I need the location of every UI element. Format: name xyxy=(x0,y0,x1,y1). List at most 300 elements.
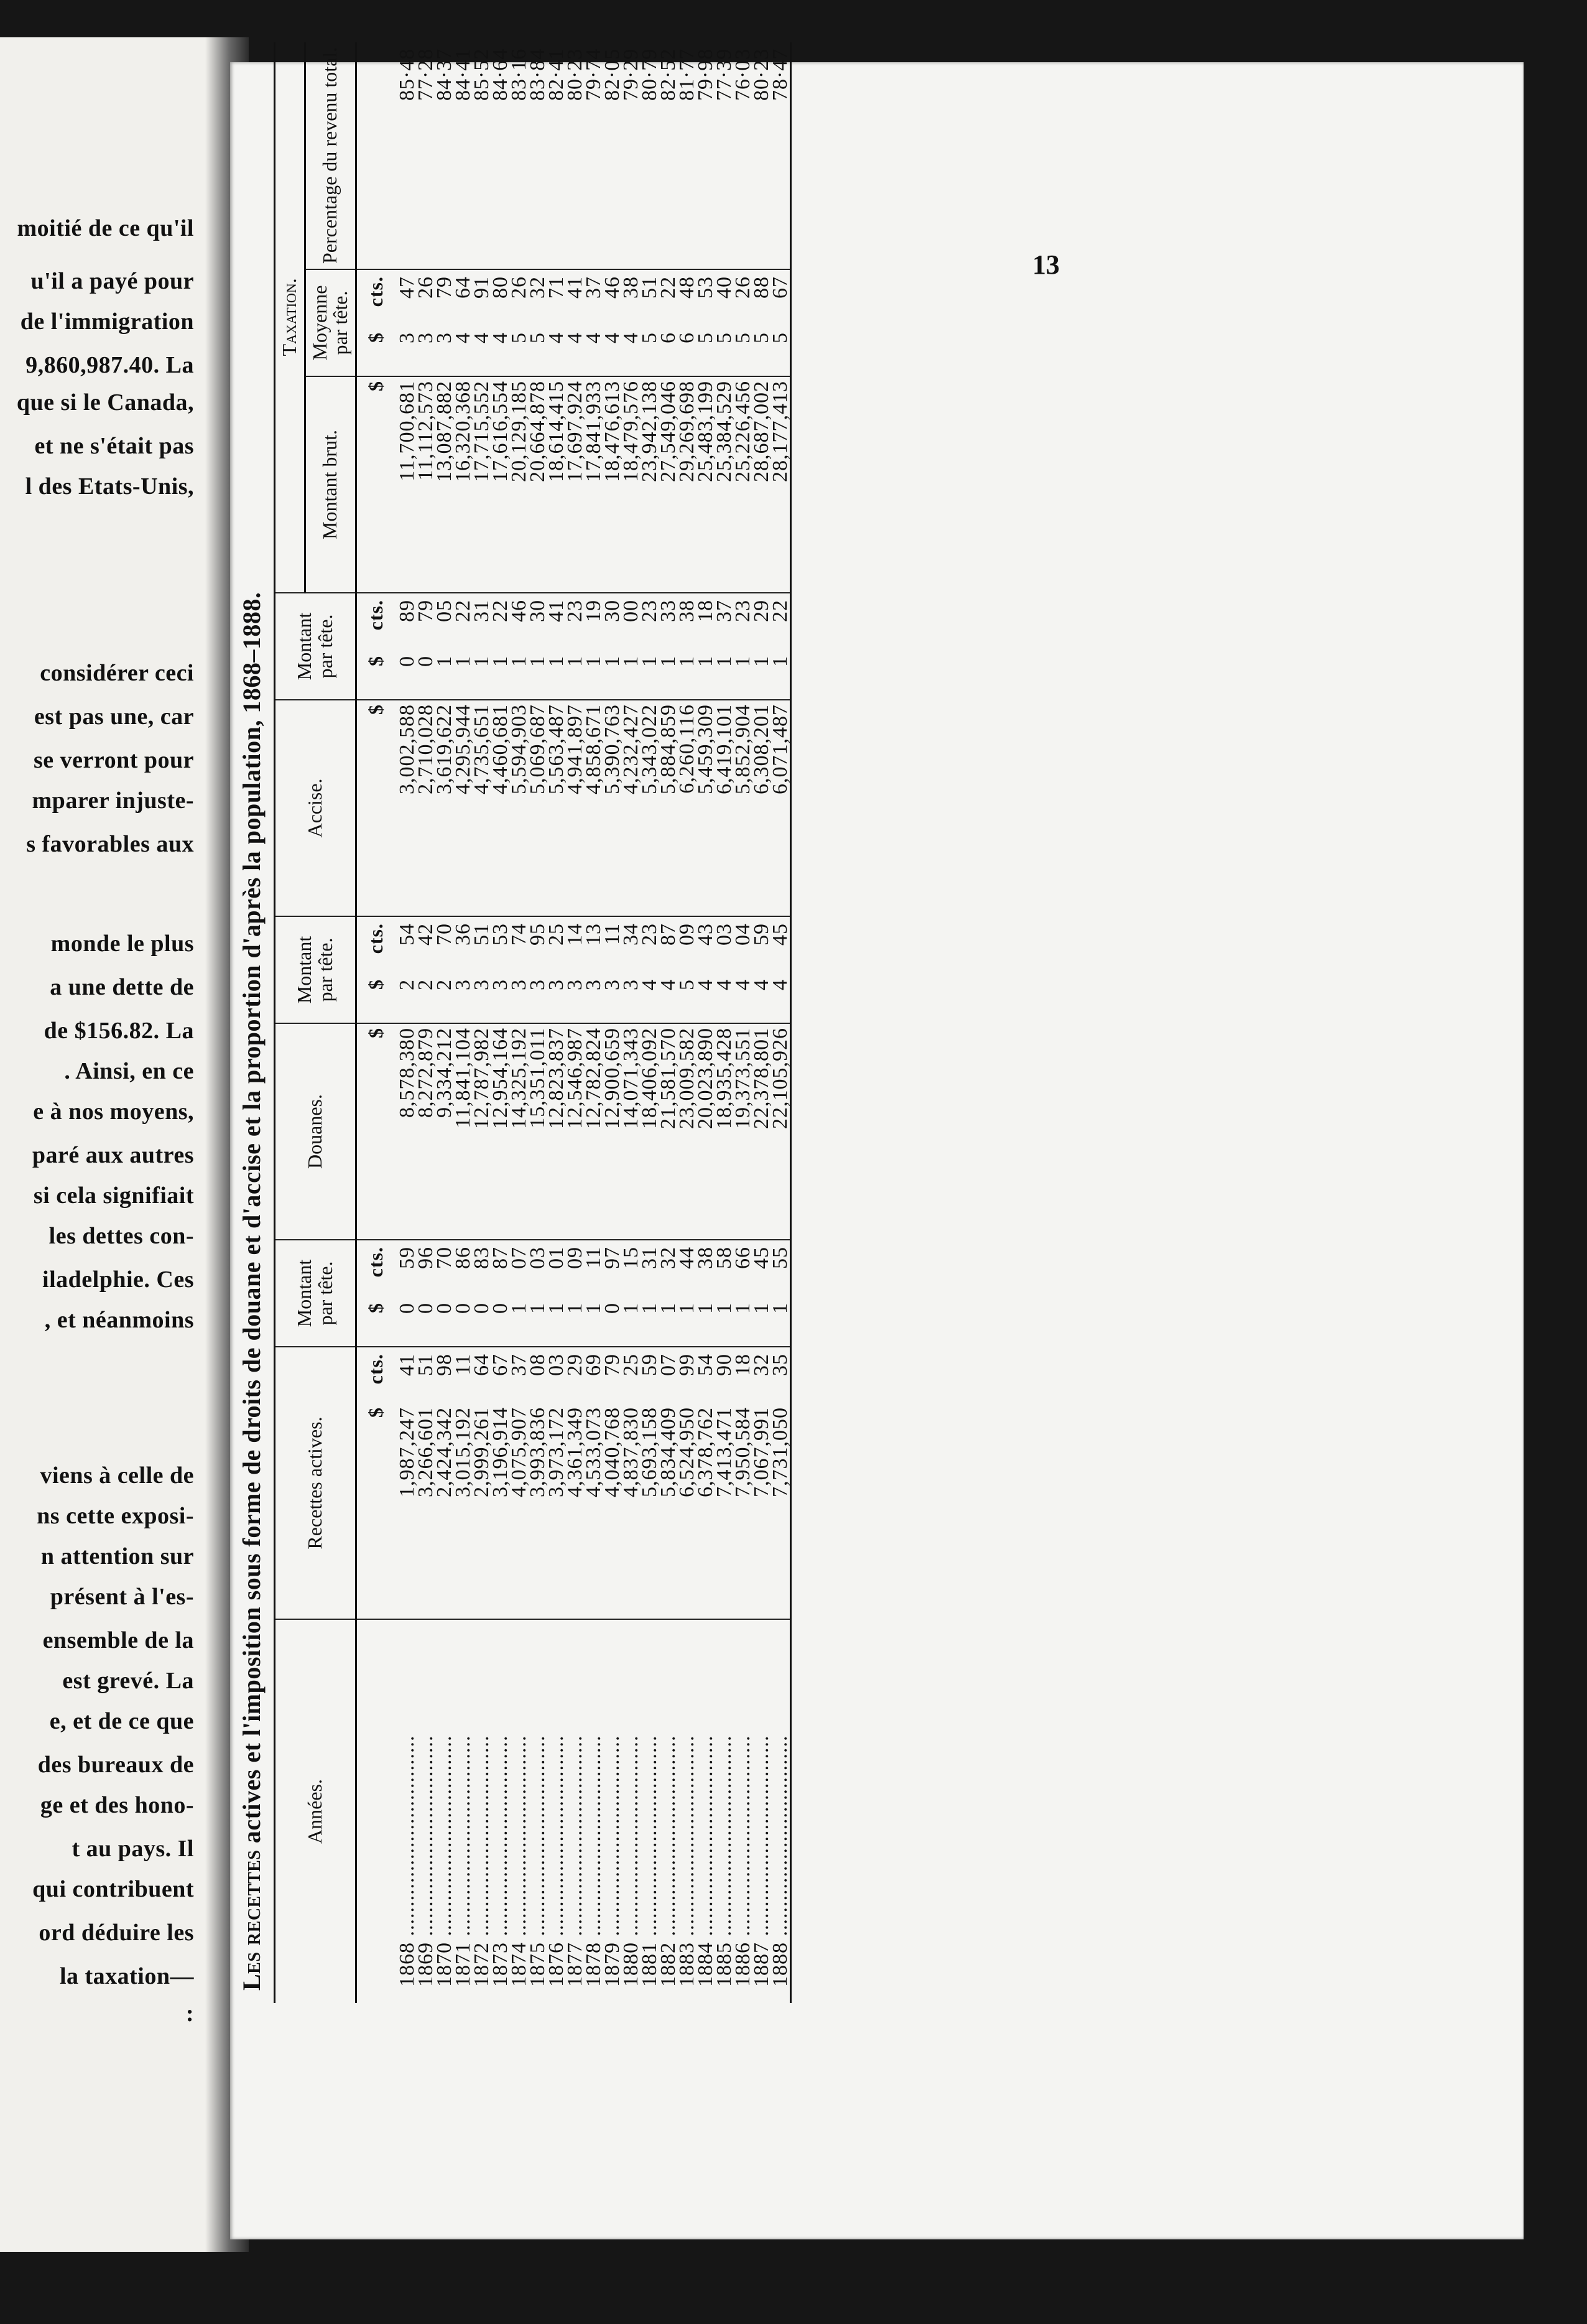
accise-cell: 6,419,101 xyxy=(715,700,734,916)
moyenne-cell: 4 xyxy=(603,326,622,376)
recettes-par-tete-cell: 1 xyxy=(678,1296,696,1347)
douanes-cell: 23,009,582 xyxy=(678,1023,696,1240)
left-page-text-line: de l'immigration xyxy=(20,309,194,335)
douanes-par-tete-cts-cell: 51 xyxy=(470,923,493,946)
recettes-cell: 4,361,349 xyxy=(566,1403,585,1619)
left-page-text-line: ensemble de la xyxy=(42,1627,194,1653)
year-cell: 1885 .................................. xyxy=(712,1735,736,1987)
recettes-par-tete-cell: 0 xyxy=(473,1296,491,1347)
header-moyenne-par-tete: Moyenne par tête. xyxy=(305,269,356,376)
douanes-par-tete-cts-cell: 13 xyxy=(581,923,605,946)
douanes-cell: 22,105,926 xyxy=(771,1023,791,1240)
recettes-cts-cell: 59 xyxy=(637,1354,661,1376)
left-page-text-line: l des Etats-Unis, xyxy=(25,473,194,500)
left-page-text-line: ord déduire les xyxy=(39,1920,194,1946)
left-page-text-line: présent à l'es- xyxy=(50,1584,194,1610)
douanes-cell: 15,351,011 xyxy=(529,1023,547,1240)
unit-dollar: $ xyxy=(356,1403,394,1619)
moyenne-cts-cell: 47 xyxy=(395,276,419,299)
recettes-cell: 4,040,768 xyxy=(603,1403,622,1619)
recettes-cell: 4,533,073 xyxy=(585,1403,603,1619)
moyenne-cts-cell: 37 xyxy=(581,276,605,299)
moyenne-cell: 3 xyxy=(435,326,454,376)
recettes-par-tete-cell: 1 xyxy=(529,1296,547,1347)
recettes-cell: 7,731,050 xyxy=(771,1403,791,1619)
moyenne-cell: 4 xyxy=(491,326,510,376)
douanes-par-tete-cts-cell: 42 xyxy=(414,923,437,946)
douanes-par-tete-cts-cell: 09 xyxy=(675,923,698,946)
montant-brut-cell: 13,087,882 xyxy=(435,376,454,593)
douanes-cell: 12,954,164 xyxy=(491,1023,510,1240)
recettes-cell: 2,999,261 xyxy=(473,1403,491,1619)
header-taxation: Taxation. xyxy=(275,42,305,593)
recettes-cell: 7,413,471 xyxy=(715,1403,734,1619)
douanes-cell: 12,900,659 xyxy=(603,1023,622,1240)
accise-cell: 5,852,904 xyxy=(734,700,752,916)
recettes-par-tete-cts-cell: 01 xyxy=(544,1247,568,1269)
douanes-cell: 12,823,837 xyxy=(547,1023,566,1240)
year-cell: 1871 .................................. xyxy=(451,1735,474,1987)
accise-cell: 3,619,622 xyxy=(435,700,454,916)
accise-par-tete-cell: 1 xyxy=(771,649,791,700)
percentage-cell: 84·41 xyxy=(454,42,473,269)
recettes-cell: 6,524,950 xyxy=(678,1403,696,1619)
accise-par-tete-cts-cell: 19 xyxy=(581,600,605,622)
recettes-par-tete-cell: 1 xyxy=(641,1296,659,1347)
unit-dollar: $ xyxy=(356,1023,394,1240)
accise-par-tete-cts-cell: 79 xyxy=(414,600,437,622)
douanes-par-tete-cell: 4 xyxy=(734,973,752,1023)
douanes-par-tete-cell: 3 xyxy=(566,973,585,1023)
left-page-text-line: des bureaux de xyxy=(37,1752,194,1778)
year-cell: 1879 .................................. xyxy=(600,1735,624,1987)
moyenne-cts-cell: 38 xyxy=(619,276,642,299)
recettes-par-tete-cell: 1 xyxy=(734,1296,752,1347)
percentage-cell: 81·77 xyxy=(678,42,696,269)
douanes-cell: 12,787,982 xyxy=(473,1023,491,1240)
unit-dollar: $ xyxy=(356,326,394,376)
recettes-par-tete-cts-cell: 55 xyxy=(771,1240,791,1296)
douanes-cell: 9,334,212 xyxy=(435,1023,454,1240)
montant-brut-cell: 23,942,138 xyxy=(641,376,659,593)
douanes-par-tete-cell: 4 xyxy=(696,973,715,1023)
percentage-cell: 83·16 xyxy=(510,42,529,269)
accise-par-tete-cell: 1 xyxy=(454,649,473,700)
percentage-cell: 82·05 xyxy=(603,42,622,269)
douanes-cell: 8,272,879 xyxy=(417,1023,435,1240)
unit-dollar: $ xyxy=(356,649,394,700)
year-cell: 1881 .................................. xyxy=(637,1735,661,1987)
douanes-par-tete-cell: 2 xyxy=(417,973,435,1023)
douanes-par-tete-cts-cell: 04 xyxy=(731,923,754,946)
recettes-cell: 3,266,601 xyxy=(417,1403,435,1619)
accise-par-tete-cell: 0 xyxy=(394,649,417,700)
accise-cell: 5,563,487 xyxy=(547,700,566,916)
montant-brut-cell: 28,177,413 xyxy=(771,376,791,593)
recettes-cts-cell: 51 xyxy=(414,1354,437,1376)
recettes-par-tete-cell: 1 xyxy=(771,1296,791,1347)
unit-cts: cts. xyxy=(364,600,387,631)
recettes-cell: 3,973,172 xyxy=(547,1403,566,1619)
left-page-text-line: et ne s'était pas xyxy=(34,433,194,459)
moyenne-cell: 5 xyxy=(734,326,752,376)
accise-par-tete-cell: 1 xyxy=(529,649,547,700)
douanes-cell: 18,406,092 xyxy=(641,1023,659,1240)
moyenne-cts-cell: 79 xyxy=(432,276,456,299)
left-page-text-line: mparer injuste- xyxy=(32,788,194,814)
recettes-par-tete-cts-cell: 15 xyxy=(619,1247,642,1269)
recettes-par-tete-cell: 0 xyxy=(435,1296,454,1347)
revenue-table xyxy=(274,42,792,2003)
left-page-text-line: qui contribuent xyxy=(32,1876,194,1902)
montant-brut-cell: 11,700,681 xyxy=(394,376,417,593)
recettes-cts-cell: 29 xyxy=(563,1354,586,1376)
douanes-cell: 11,841,104 xyxy=(454,1023,473,1240)
table-row xyxy=(394,42,417,2003)
montant-brut-cell: 17,697,924 xyxy=(566,376,585,593)
recettes-par-tete-cell: 1 xyxy=(510,1296,529,1347)
recettes-cts-cell: 67 xyxy=(488,1354,512,1376)
accise-par-tete-cts-cell: 30 xyxy=(525,600,549,622)
moyenne-cell: 5 xyxy=(715,326,734,376)
accise-cell: 5,594,903 xyxy=(510,700,529,916)
recettes-par-tete-cts-cell: 44 xyxy=(675,1247,698,1269)
moyenne-cell: 4 xyxy=(622,326,641,376)
recettes-cts-cell: 11 xyxy=(451,1354,474,1375)
unit-dollar: $ xyxy=(356,1296,394,1347)
douanes-cell: 12,546,987 xyxy=(566,1023,585,1240)
douanes-par-tete-cts-cell: 03 xyxy=(712,923,736,946)
recettes-cell: 5,693,158 xyxy=(641,1403,659,1619)
recettes-cts-cell: 07 xyxy=(656,1354,680,1376)
page-number: 13 xyxy=(1032,249,1060,280)
percentage-cell: 79·98 xyxy=(696,42,715,269)
recettes-par-tete-cts-cell: 86 xyxy=(451,1247,474,1269)
year-cell: 1882 .................................. xyxy=(656,1735,680,1987)
year-cell: 1883 .................................. xyxy=(675,1735,698,1987)
douanes-par-tete-cts-cell: 25 xyxy=(544,923,568,946)
unit-cts: cts. xyxy=(364,276,387,307)
left-page-text-line: monde le plus xyxy=(50,931,194,957)
accise-cell: 2,710,028 xyxy=(417,700,435,916)
douanes-par-tete-cts-cell: 14 xyxy=(563,923,586,946)
recettes-par-tete-cell: 1 xyxy=(547,1296,566,1347)
moyenne-cell: 4 xyxy=(585,326,603,376)
accise-par-tete-cts-cell: 46 xyxy=(507,600,530,622)
header-douanes: Douanes. xyxy=(275,1023,356,1240)
douanes-par-tete-cts-cell: 43 xyxy=(693,923,717,946)
moyenne-cell: 6 xyxy=(659,326,678,376)
recettes-cell: 1,987,247 xyxy=(394,1403,417,1619)
accise-cell: 4,858,671 xyxy=(585,700,603,916)
moyenne-cts-cell: 32 xyxy=(525,276,549,299)
year-cell: 1877 .................................. xyxy=(563,1735,586,1987)
year-cell: 1880 .................................. xyxy=(619,1735,642,1987)
left-page-text-line: ns cette exposi- xyxy=(37,1503,194,1529)
accise-par-tete-cts-cell: 23 xyxy=(731,600,754,622)
moyenne-cts-cell: 40 xyxy=(712,276,736,299)
left-page-text-line: n attention sur xyxy=(40,1543,194,1569)
douanes-par-tete-cts-cell: 59 xyxy=(749,923,773,946)
table-title-lead: Les recettes xyxy=(238,1849,266,1991)
recettes-cell: 5,834,409 xyxy=(659,1403,678,1619)
year-cell: 1886 .................................. xyxy=(731,1735,754,1987)
recettes-cts-cell: 32 xyxy=(749,1354,773,1376)
recettes-par-tete-cell: 1 xyxy=(622,1296,641,1347)
recettes-par-tete-cts-cell: 31 xyxy=(637,1247,661,1269)
montant-brut-cell: 29,269,698 xyxy=(678,376,696,593)
recettes-cts-cell: 41 xyxy=(395,1354,419,1376)
moyenne-cell: 4 xyxy=(566,326,585,376)
douanes-cell: 8,578,380 xyxy=(394,1023,417,1240)
accise-cell: 6,071,487 xyxy=(771,700,791,916)
rotated-table-container xyxy=(230,0,1101,2003)
accise-par-tete-cell: 1 xyxy=(491,649,510,700)
douanes-par-tete-cell: 3 xyxy=(547,973,566,1023)
douanes-par-tete-cell: 3 xyxy=(529,973,547,1023)
douanes-cell: 14,071,343 xyxy=(622,1023,641,1240)
douanes-par-tete-cts-cell: 34 xyxy=(619,923,642,946)
accise-par-tete-cell: 1 xyxy=(734,649,752,700)
accise-par-tete-cts-cell: 22 xyxy=(451,600,474,622)
percentage-cell: 85·48 xyxy=(394,42,417,269)
moyenne-cts-cell: 67 xyxy=(771,269,791,326)
moyenne-cts-cell: 51 xyxy=(637,276,661,299)
recettes-par-tete-cts-cell: 09 xyxy=(563,1247,586,1269)
header-accise: Accise. xyxy=(275,700,356,916)
table-title xyxy=(230,0,274,2003)
unit-blank xyxy=(356,42,394,269)
left-page-text-line: u'il a payé pour xyxy=(30,268,194,294)
year-cell: 1869 .................................. xyxy=(414,1735,437,1987)
recettes-cell: 3,015,192 xyxy=(454,1403,473,1619)
douanes-cell: 18,935,428 xyxy=(715,1023,734,1240)
recettes-cell: 6,378,762 xyxy=(696,1403,715,1619)
douanes-par-tete-cell: 4 xyxy=(752,973,771,1023)
recettes-par-tete-cell: 1 xyxy=(752,1296,771,1347)
year-cell: 1874 .................................. xyxy=(507,1735,530,1987)
recettes-cell: 3,993,836 xyxy=(529,1403,547,1619)
recettes-par-tete-cts-cell: 45 xyxy=(749,1247,773,1269)
percentage-cell: 82·41 xyxy=(547,42,566,269)
accise-par-tete-cell: 1 xyxy=(752,649,771,700)
accise-par-tete-cell: 1 xyxy=(473,649,491,700)
percentage-cell: 80·23 xyxy=(566,42,585,269)
recettes-cts-cell: 08 xyxy=(525,1354,549,1376)
accise-cell: 6,308,201 xyxy=(752,700,771,916)
accise-par-tete-cell: 0 xyxy=(417,649,435,700)
moyenne-cts-cell: 53 xyxy=(693,276,717,299)
douanes-par-tete-cell: 2 xyxy=(435,973,454,1023)
montant-brut-cell: 18,476,613 xyxy=(603,376,622,593)
recettes-par-tete-cts-cell: 58 xyxy=(712,1247,736,1269)
recettes-par-tete-cts-cell: 07 xyxy=(507,1247,530,1269)
douanes-par-tete-cts-cell: 74 xyxy=(507,923,530,946)
left-page-text-line: est pas une, car xyxy=(34,704,194,730)
header-douanes-par-tete: Montant par tête. xyxy=(275,916,356,1023)
recettes-cts-cell: 54 xyxy=(693,1354,717,1376)
moyenne-cell: 5 xyxy=(641,326,659,376)
left-page-text-line: est grevé. La xyxy=(62,1668,194,1694)
moyenne-cts-cell: 64 xyxy=(451,276,474,299)
moyenne-cell: 5 xyxy=(752,326,771,376)
percentage-cell: 78·47 xyxy=(771,42,791,269)
douanes-par-tete-cts-cell: 87 xyxy=(656,923,680,946)
moyenne-cell: 4 xyxy=(473,326,491,376)
accise-cell: 4,295,944 xyxy=(454,700,473,916)
douanes-par-tete-cts-cell: 70 xyxy=(432,923,456,946)
recettes-cts-cell: 99 xyxy=(675,1354,698,1376)
table-title-text: actives et l'imposition sous forme de droits de douane et d'accise et la proportion d'après la population, 1868–1888. xyxy=(238,592,266,1850)
left-page-text-line: . Ainsi, en ce xyxy=(64,1058,194,1084)
douanes-par-tete-cts-cell: 95 xyxy=(525,923,549,946)
recettes-par-tete-cell: 0 xyxy=(603,1296,622,1347)
douanes-par-tete-cell: 3 xyxy=(622,973,641,1023)
accise-par-tete-cell: 1 xyxy=(435,649,454,700)
douanes-par-tete-cell: 2 xyxy=(394,973,417,1023)
moyenne-cell: 4 xyxy=(547,326,566,376)
recettes-par-tete-cts-cell: 11 xyxy=(581,1247,605,1268)
unit-cts: cts. xyxy=(364,1247,387,1278)
percentage-cell: 79·74 xyxy=(585,42,603,269)
accise-par-tete-cell: 1 xyxy=(696,649,715,700)
recettes-cell: 4,837,830 xyxy=(622,1403,641,1619)
units-row xyxy=(356,42,394,2003)
accise-par-tete-cell: 1 xyxy=(678,649,696,700)
montant-brut-cell: 20,664,878 xyxy=(529,376,547,593)
left-page-text-line: t au pays. Il xyxy=(72,1836,194,1862)
accise-par-tete-cts-cell: 29 xyxy=(749,600,773,622)
year-cell: 1884 .................................. xyxy=(693,1735,717,1987)
accise-cell: 4,735,651 xyxy=(473,700,491,916)
montant-brut-cell: 25,226,456 xyxy=(734,376,752,593)
accise-cell: 4,460,681 xyxy=(491,700,510,916)
douanes-cell: 19,373,551 xyxy=(734,1023,752,1240)
left-page-text-line: se verront pour xyxy=(34,747,194,773)
montant-brut-cell: 28,687,002 xyxy=(752,376,771,593)
douanes-par-tete-cts-cell: 54 xyxy=(395,923,419,946)
percentage-cell: 77·28 xyxy=(417,42,435,269)
left-page-text-line: de $156.82. La xyxy=(44,1018,194,1044)
percentage-cell: 76·03 xyxy=(734,42,752,269)
recettes-par-tete-cts-cell: 96 xyxy=(414,1247,437,1269)
accise-par-tete-cts-cell: 30 xyxy=(600,600,624,622)
left-page-text-line: viens à celle de xyxy=(40,1462,194,1489)
accise-cell: 5,343,022 xyxy=(641,700,659,916)
accise-cell: 5,884,859 xyxy=(659,700,678,916)
montant-brut-cell: 25,483,199 xyxy=(696,376,715,593)
douanes-cell: 21,581,570 xyxy=(659,1023,678,1240)
year-cell: 1868 .................................. xyxy=(395,1735,419,1987)
percentage-cell: 84·37 xyxy=(435,42,454,269)
accise-par-tete-cts-cell: 22 xyxy=(488,600,512,622)
montant-brut-cell: 17,616,554 xyxy=(491,376,510,593)
moyenne-cts-cell: 26 xyxy=(414,276,437,299)
accise-par-tete-cell: 1 xyxy=(622,649,641,700)
year-cell: 1872 .................................. xyxy=(470,1735,493,1987)
accise-par-tete-cts-cell: 38 xyxy=(675,600,698,622)
douanes-par-tete-cell: 3 xyxy=(473,973,491,1023)
recettes-cell: 3,196,914 xyxy=(491,1403,510,1619)
accise-par-tete-cell: 1 xyxy=(603,649,622,700)
recettes-cell: 7,950,584 xyxy=(734,1403,752,1619)
douanes-par-tete-cell: 3 xyxy=(585,973,603,1023)
accise-cell: 4,232,427 xyxy=(622,700,641,916)
douanes-par-tete-cell: 3 xyxy=(491,973,510,1023)
recettes-par-tete-cell: 1 xyxy=(585,1296,603,1347)
accise-cell: 3,002,588 xyxy=(394,700,417,916)
left-page-text-line: e à nos moyens, xyxy=(33,1099,194,1125)
left-page-text-line: e, et de ce que xyxy=(49,1708,194,1734)
accise-par-tete-cts-cell: 89 xyxy=(395,600,419,622)
recettes-cts-cell: 25 xyxy=(619,1354,642,1376)
accise-par-tete-cell: 1 xyxy=(566,649,585,700)
left-page-text-line: a une dette de xyxy=(50,974,194,1000)
douanes-par-tete-cell: 3 xyxy=(454,973,473,1023)
left-page xyxy=(0,37,218,2252)
recettes-cts-cell: 03 xyxy=(544,1354,568,1376)
accise-cell: 5,459,309 xyxy=(696,700,715,916)
year-cell: 1887 .................................. xyxy=(749,1735,773,1987)
units-year xyxy=(356,1619,394,2003)
recettes-cell: 7,067,991 xyxy=(752,1403,771,1619)
moyenne-cell: 3 xyxy=(394,326,417,376)
montant-brut-cell: 17,841,933 xyxy=(585,376,603,593)
douanes-par-tete-cell: 4 xyxy=(771,973,791,1023)
recettes-cts-cell: 35 xyxy=(771,1347,791,1403)
left-page-text-line: que si le Canada, xyxy=(16,389,194,416)
accise-par-tete-cts-cell: 00 xyxy=(619,600,642,622)
douanes-par-tete-cell: 5 xyxy=(678,973,696,1023)
percentage-cell: 85·52 xyxy=(473,42,491,269)
percentage-cell: 84·64 xyxy=(491,42,510,269)
recettes-cts-cell: 18 xyxy=(731,1354,754,1376)
douanes-par-tete-cell: 4 xyxy=(641,973,659,1023)
accise-cell: 5,069,687 xyxy=(529,700,547,916)
recettes-cell: 2,424,342 xyxy=(435,1403,454,1619)
accise-par-tete-cts-cell: 18 xyxy=(693,600,717,622)
montant-brut-cell: 27,549,046 xyxy=(659,376,678,593)
percentage-cell: 79·29 xyxy=(622,42,641,269)
moyenne-cts-cell: 41 xyxy=(563,276,586,299)
year-cell: 1875 .................................. xyxy=(525,1735,549,1987)
recettes-par-tete-cell: 0 xyxy=(454,1296,473,1347)
moyenne-cts-cell: 48 xyxy=(675,276,698,299)
accise-par-tete-cts-cell: 23 xyxy=(637,600,661,622)
unit-dollar: $ xyxy=(356,376,394,593)
moyenne-cell: 5 xyxy=(771,326,791,376)
recettes-par-tete-cell: 1 xyxy=(715,1296,734,1347)
accise-cell: 5,390,763 xyxy=(603,700,622,916)
year-cell: 1873 .................................. xyxy=(488,1735,512,1987)
unit-dollar: $ xyxy=(356,700,394,916)
recettes-par-tete-cell: 1 xyxy=(566,1296,585,1347)
douanes-cell: 20,023,890 xyxy=(696,1023,715,1240)
accise-cell: 4,941,897 xyxy=(566,700,585,916)
left-page-text-line: iladelphie. Ces xyxy=(42,1267,194,1293)
recettes-cts-cell: 79 xyxy=(600,1354,624,1376)
recettes-cell: 4,075,907 xyxy=(510,1403,529,1619)
douanes-par-tete-cell: 4 xyxy=(659,973,678,1023)
douanes-par-tete-cell: 3 xyxy=(510,973,529,1023)
moyenne-cts-cell: 26 xyxy=(731,276,754,299)
accise-par-tete-cts-cell: 22 xyxy=(771,593,791,649)
moyenne-cts-cell: 26 xyxy=(507,276,530,299)
accise-par-tete-cell: 1 xyxy=(641,649,659,700)
accise-par-tete-cell: 1 xyxy=(715,649,734,700)
recettes-par-tete-cts-cell: 66 xyxy=(731,1247,754,1269)
left-page-text-line: 9,860,987.40. La xyxy=(25,352,194,378)
